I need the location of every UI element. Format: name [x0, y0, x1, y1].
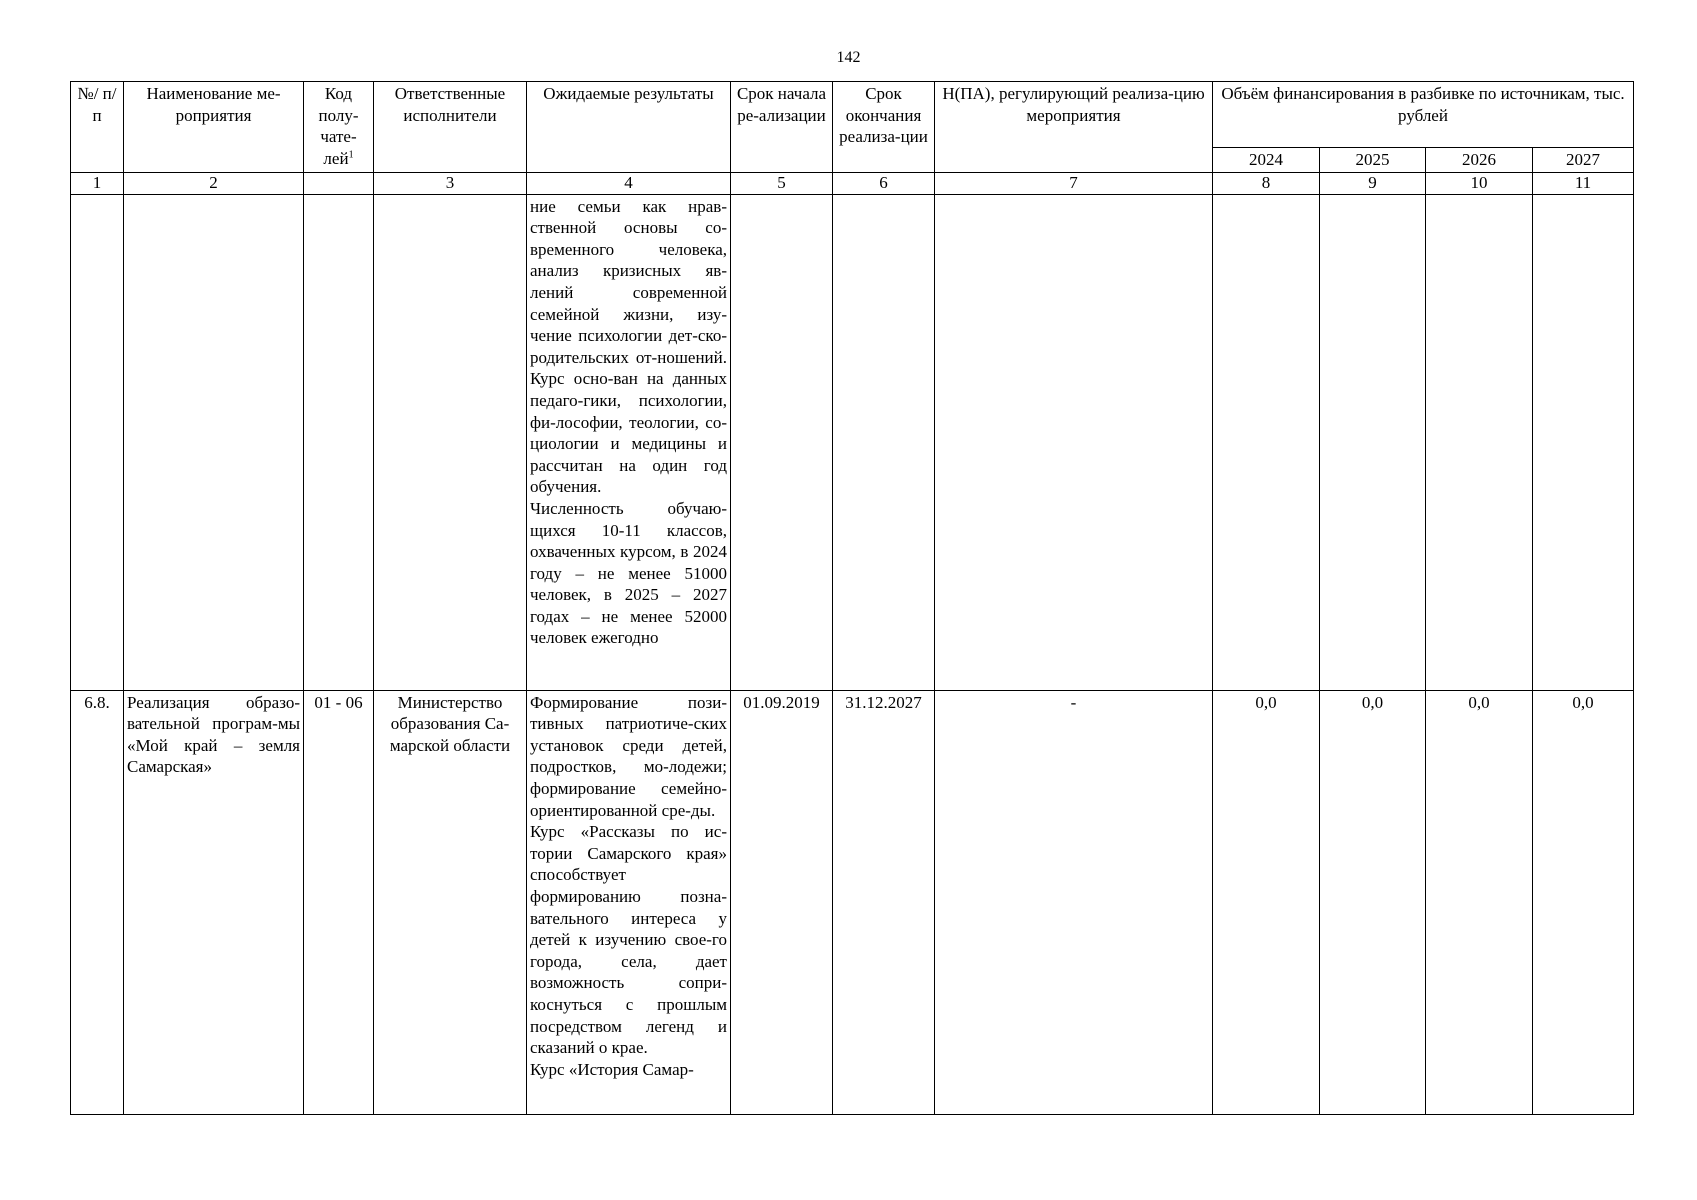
financing-2026 [1426, 194, 1533, 690]
financing-2024 [1213, 194, 1320, 690]
header-recipient-code-text: Код полу-чате-лей [318, 84, 359, 168]
header-recipient-code [304, 82, 374, 173]
regulation: - [935, 690, 1213, 1114]
header-regulation: Н(ПА), регулирующий реализа-цию мероприятия [935, 82, 1213, 173]
regulation [935, 194, 1213, 690]
header-number: №/ п/п [71, 82, 124, 173]
header-responsible: Ответственные исполнители [374, 82, 527, 173]
start-date: 01.09.2019 [731, 690, 833, 1114]
header-financing: Объём финансирования в разбивке по источникам, тыс. рублей [1213, 82, 1634, 148]
results-paragraph: Формирование пози-тивных патриотиче-ских установок среди детей, подростков, мо-лодежи; формирование семейно-ориентированной сре-ды. [530, 692, 727, 820]
footnote-marker: 1 [348, 149, 354, 161]
financing-2025 [1320, 194, 1426, 690]
column-number: 4 [527, 172, 731, 194]
measures-table [70, 81, 1634, 1115]
column-number: 8 [1213, 172, 1320, 194]
end-date: 31.12.2027 [833, 690, 935, 1114]
expected-results [527, 690, 731, 1114]
column-number: 7 [935, 172, 1213, 194]
financing-2024: 0,0 [1213, 690, 1320, 1114]
header-year-2027: 2027 [1533, 148, 1634, 173]
page-number: 142 [836, 49, 861, 66]
header-expected-results: Ожидаемые результаты [527, 82, 731, 173]
column-number: 11 [1533, 172, 1634, 194]
header-year-2024: 2024 [1213, 148, 1320, 173]
column-number: 6 [833, 172, 935, 194]
responsible-executor: Министерство образования Са-марской области [374, 690, 527, 1114]
financing-2027 [1533, 194, 1634, 690]
table-row [71, 194, 1634, 690]
results-paragraph: Численность обучаю-щихся 10-11 классов, охваченных курсом, в 2024 году – не менее 51000 человек, в 2025 – 2027 годах – не менее 52000 человек ежегодно [530, 498, 727, 648]
results-paragraph: ние семьи как нрав-ственной основы со-временного человека, анализ кризисных яв-лений современной семейной жизни, изу-чение психологии дет-ско-родительских от-ношений. Курс осно-ван на данных педаго-гики, психологии, фи-лософии, теологии, со-циологии и медицины и рассчитан на один год обучения. [530, 196, 727, 497]
start-date [731, 194, 833, 690]
financing-2025: 0,0 [1320, 690, 1426, 1114]
row-number: 6.8. [71, 690, 124, 1114]
header-end-date: Срок окончания реализа-ции [833, 82, 935, 173]
column-number: 3 [374, 172, 527, 194]
column-number: 10 [1426, 172, 1533, 194]
column-number: 2 [124, 172, 304, 194]
financing-2027: 0,0 [1533, 690, 1634, 1114]
responsible-executor [374, 194, 527, 690]
header-year-2025: 2025 [1320, 148, 1426, 173]
results-paragraph: Курс «История Самар- [530, 1059, 694, 1079]
header-measure-name: Наименование ме-роприятия [124, 82, 304, 173]
header-year-2026: 2026 [1426, 148, 1533, 173]
column-numbers-row [71, 172, 1634, 194]
expected-results [527, 194, 731, 690]
table-row [71, 690, 1634, 1114]
column-number [304, 172, 374, 194]
measure-name: Реализация образо-вательной програм-мы «Мой край – земля Самарская» [124, 690, 304, 1114]
financing-2026: 0,0 [1426, 690, 1533, 1114]
row-number [71, 194, 124, 690]
column-number: 5 [731, 172, 833, 194]
measure-name [124, 194, 304, 690]
results-paragraph: Курс «Рассказы по ис-тории Самарского края» способствует формированию позна-вательного интереса у детей к изучению свое-го города, села, дает возможность сопри-коснуться с прошлым посредством легенд и сказаний о крае. [530, 822, 727, 1058]
column-number: 9 [1320, 172, 1426, 194]
recipient-code [304, 194, 374, 690]
end-date [833, 194, 935, 690]
header-start-date: Срок начала ре-ализации [731, 82, 833, 173]
recipient-code: 01 - 06 [304, 690, 374, 1114]
column-number: 1 [71, 172, 124, 194]
